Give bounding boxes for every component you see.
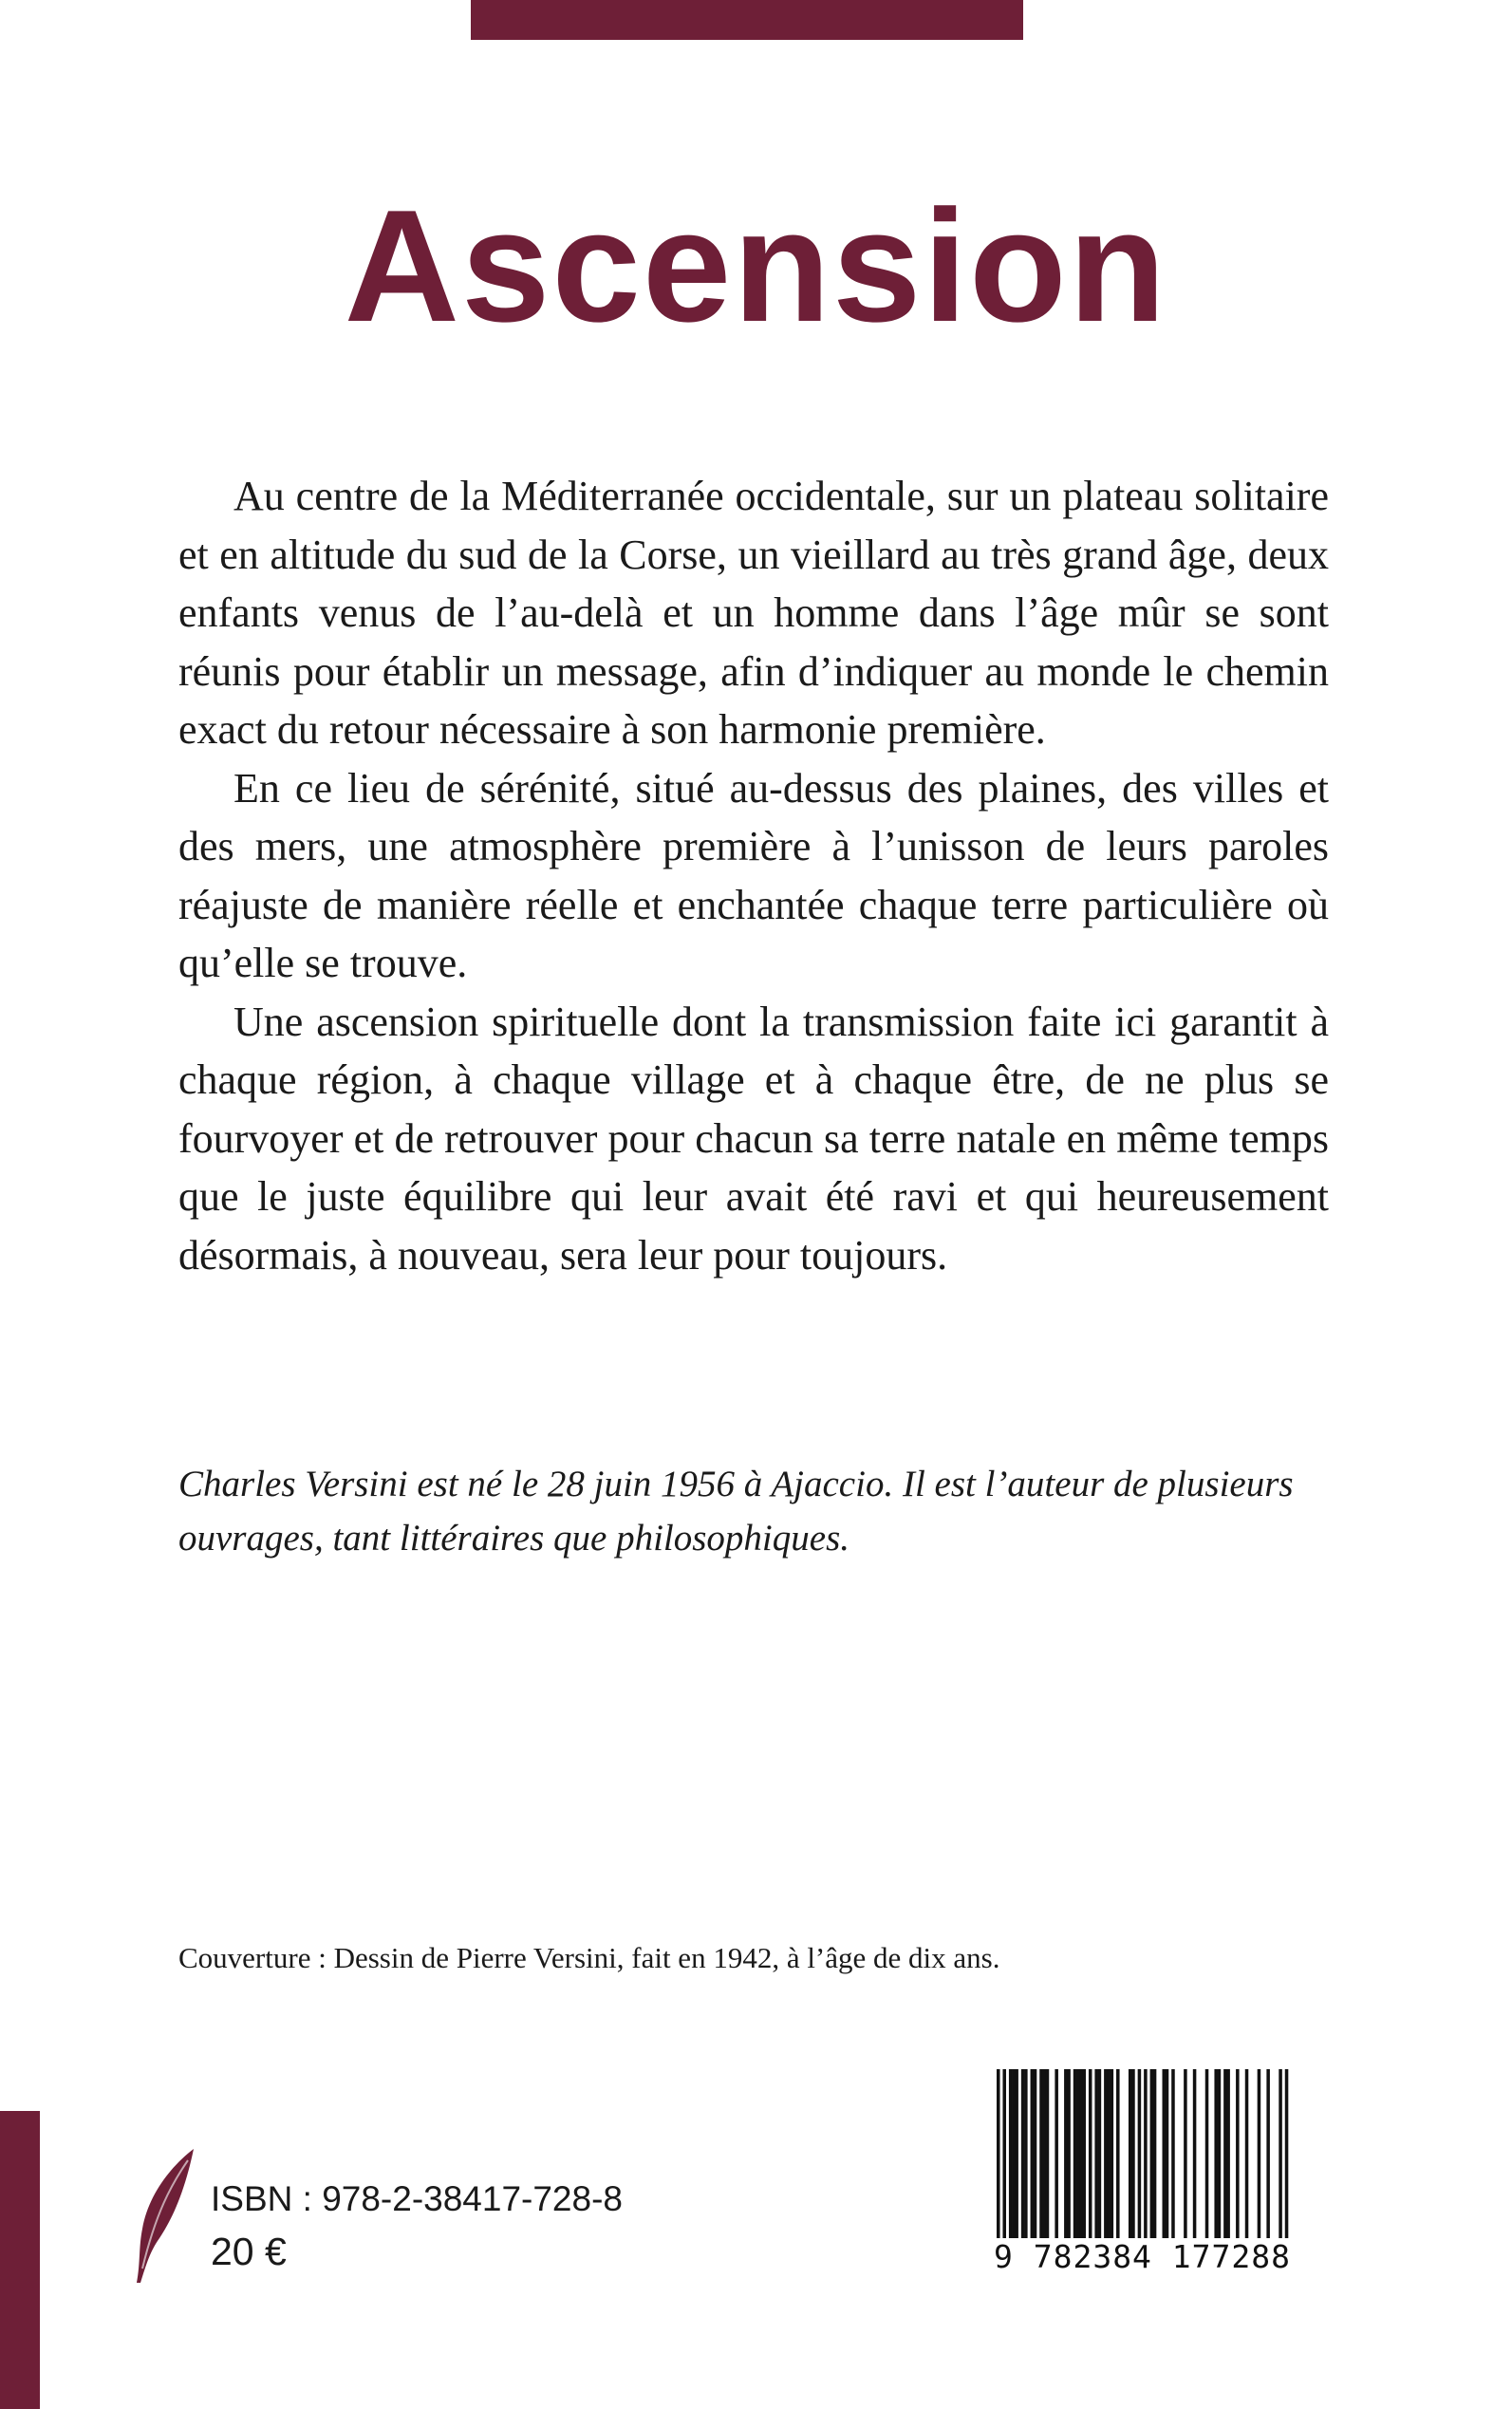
barcode-bar xyxy=(997,2069,1000,2238)
summary-paragraph: Une ascension spirituelle dont la transmission faite ici garantit à chaque région, à chaque village et à chaque être, de ne plus se fourvoyer et de retrouver pour chacun sa terre natale en même temps que le juste équilibre qui leur avait été ravi et qui heureusement désormais, à nouveau, sera leur pour toujours. xyxy=(178,998,1329,1279)
barcode-bar xyxy=(1079,2069,1083,2238)
barcode-bar xyxy=(1258,2069,1261,2238)
top-color-band xyxy=(471,0,1023,40)
barcode-bar xyxy=(1073,2069,1077,2238)
book-title: Ascension xyxy=(344,177,1168,355)
price-label: 20 € xyxy=(211,2230,287,2273)
barcode-bar xyxy=(1153,2069,1157,2238)
barcode-bar xyxy=(1184,2069,1187,2238)
barcode-bar xyxy=(1046,2069,1050,2238)
barcode-bar xyxy=(1055,2069,1058,2238)
barcode-bar xyxy=(1104,2069,1108,2238)
barcode-bar xyxy=(1089,2069,1092,2238)
barcode-bar xyxy=(1021,2069,1025,2238)
barcode-bars xyxy=(980,2069,1305,2238)
barcode-bar xyxy=(1285,2069,1289,2238)
summary-paragraph: En ce lieu de sérénité, situé au-dessus des plaines, des villes et des mers, une atmosphère première à l’unisson de leurs paroles réajuste de manière réelle et enchantée chaque terre particulière où qu’elle se trouve. xyxy=(178,764,1329,986)
barcode-bar xyxy=(1226,2069,1230,2238)
barcode-bar xyxy=(1144,2069,1148,2238)
barcode-bar xyxy=(1107,2069,1111,2238)
barcode-bar xyxy=(1171,2069,1175,2238)
barcode-bar xyxy=(1002,2069,1006,2238)
barcode-bar xyxy=(1150,2069,1154,2238)
barcode-bar xyxy=(1218,2069,1222,2238)
barcode-bar xyxy=(1031,2069,1035,2238)
barcode-bar xyxy=(1193,2069,1197,2238)
barcode-bar xyxy=(1163,2069,1167,2238)
barcode-bar xyxy=(1245,2069,1249,2238)
summary-paragraph: Au centre de la Méditerranée occidentale, sur un plateau solitaire et en altitude du sud de la Corse, un vieillard au très grand âge, deux enfants venus de l’au-delà et un homme dans l’âge mûr se sont réunis pour établir un message, afin d’indiquer au monde le chemin exact du retour nécessaire à son harmonie première. xyxy=(178,473,1329,753)
barcode-bar xyxy=(1039,2069,1043,2238)
barcode-digits: 9 782384 177288 xyxy=(993,2238,1291,2275)
barcode-bar xyxy=(1094,2069,1098,2238)
barcode-bar xyxy=(1064,2069,1068,2238)
barcode-bar xyxy=(1024,2069,1028,2238)
barcode-bar xyxy=(1223,2069,1227,2238)
barcode-bar xyxy=(1129,2069,1132,2238)
barcode-bar xyxy=(1009,2069,1013,2238)
barcode-bar xyxy=(1067,2069,1071,2238)
barcode-bar xyxy=(1205,2069,1209,2238)
barcode-bar xyxy=(1015,2069,1018,2238)
barcode-bar xyxy=(1279,2069,1282,2238)
barcode-bar xyxy=(1111,2069,1114,2238)
barcode-bar xyxy=(1131,2069,1135,2238)
barcode-bar xyxy=(1236,2069,1240,2238)
barcode-bar xyxy=(1034,2069,1037,2238)
barcode-bar xyxy=(1012,2069,1016,2238)
author-bio: Charles Versini est né le 28 juin 1956 à Ajaccio. Il est l’auteur de plusieurs ouvrages, tant littéraires que philosophiques. xyxy=(178,1464,1294,1559)
barcode-bar xyxy=(1214,2069,1218,2238)
barcode-bar xyxy=(1166,2069,1169,2238)
summary-text xyxy=(178,467,1329,1284)
cover-credit: Couverture : Dessin de Pierre Versini, fait en 1942, à l’âge de dix ans. xyxy=(178,1941,1000,1974)
side-color-band xyxy=(0,2111,40,2409)
barcode-bar xyxy=(1116,2069,1120,2238)
barcode-bar xyxy=(1082,2069,1086,2238)
barcode-bar xyxy=(1076,2069,1080,2238)
barcode-bar xyxy=(1138,2069,1142,2238)
barcode-bar xyxy=(1042,2069,1046,2238)
isbn-label: ISBN : 978-2-38417-728-8 xyxy=(211,2179,623,2218)
barcode-bar xyxy=(1098,2069,1102,2238)
barcode-bar xyxy=(1266,2069,1270,2238)
barcode xyxy=(980,2069,1305,2282)
quill-icon xyxy=(131,2147,197,2285)
